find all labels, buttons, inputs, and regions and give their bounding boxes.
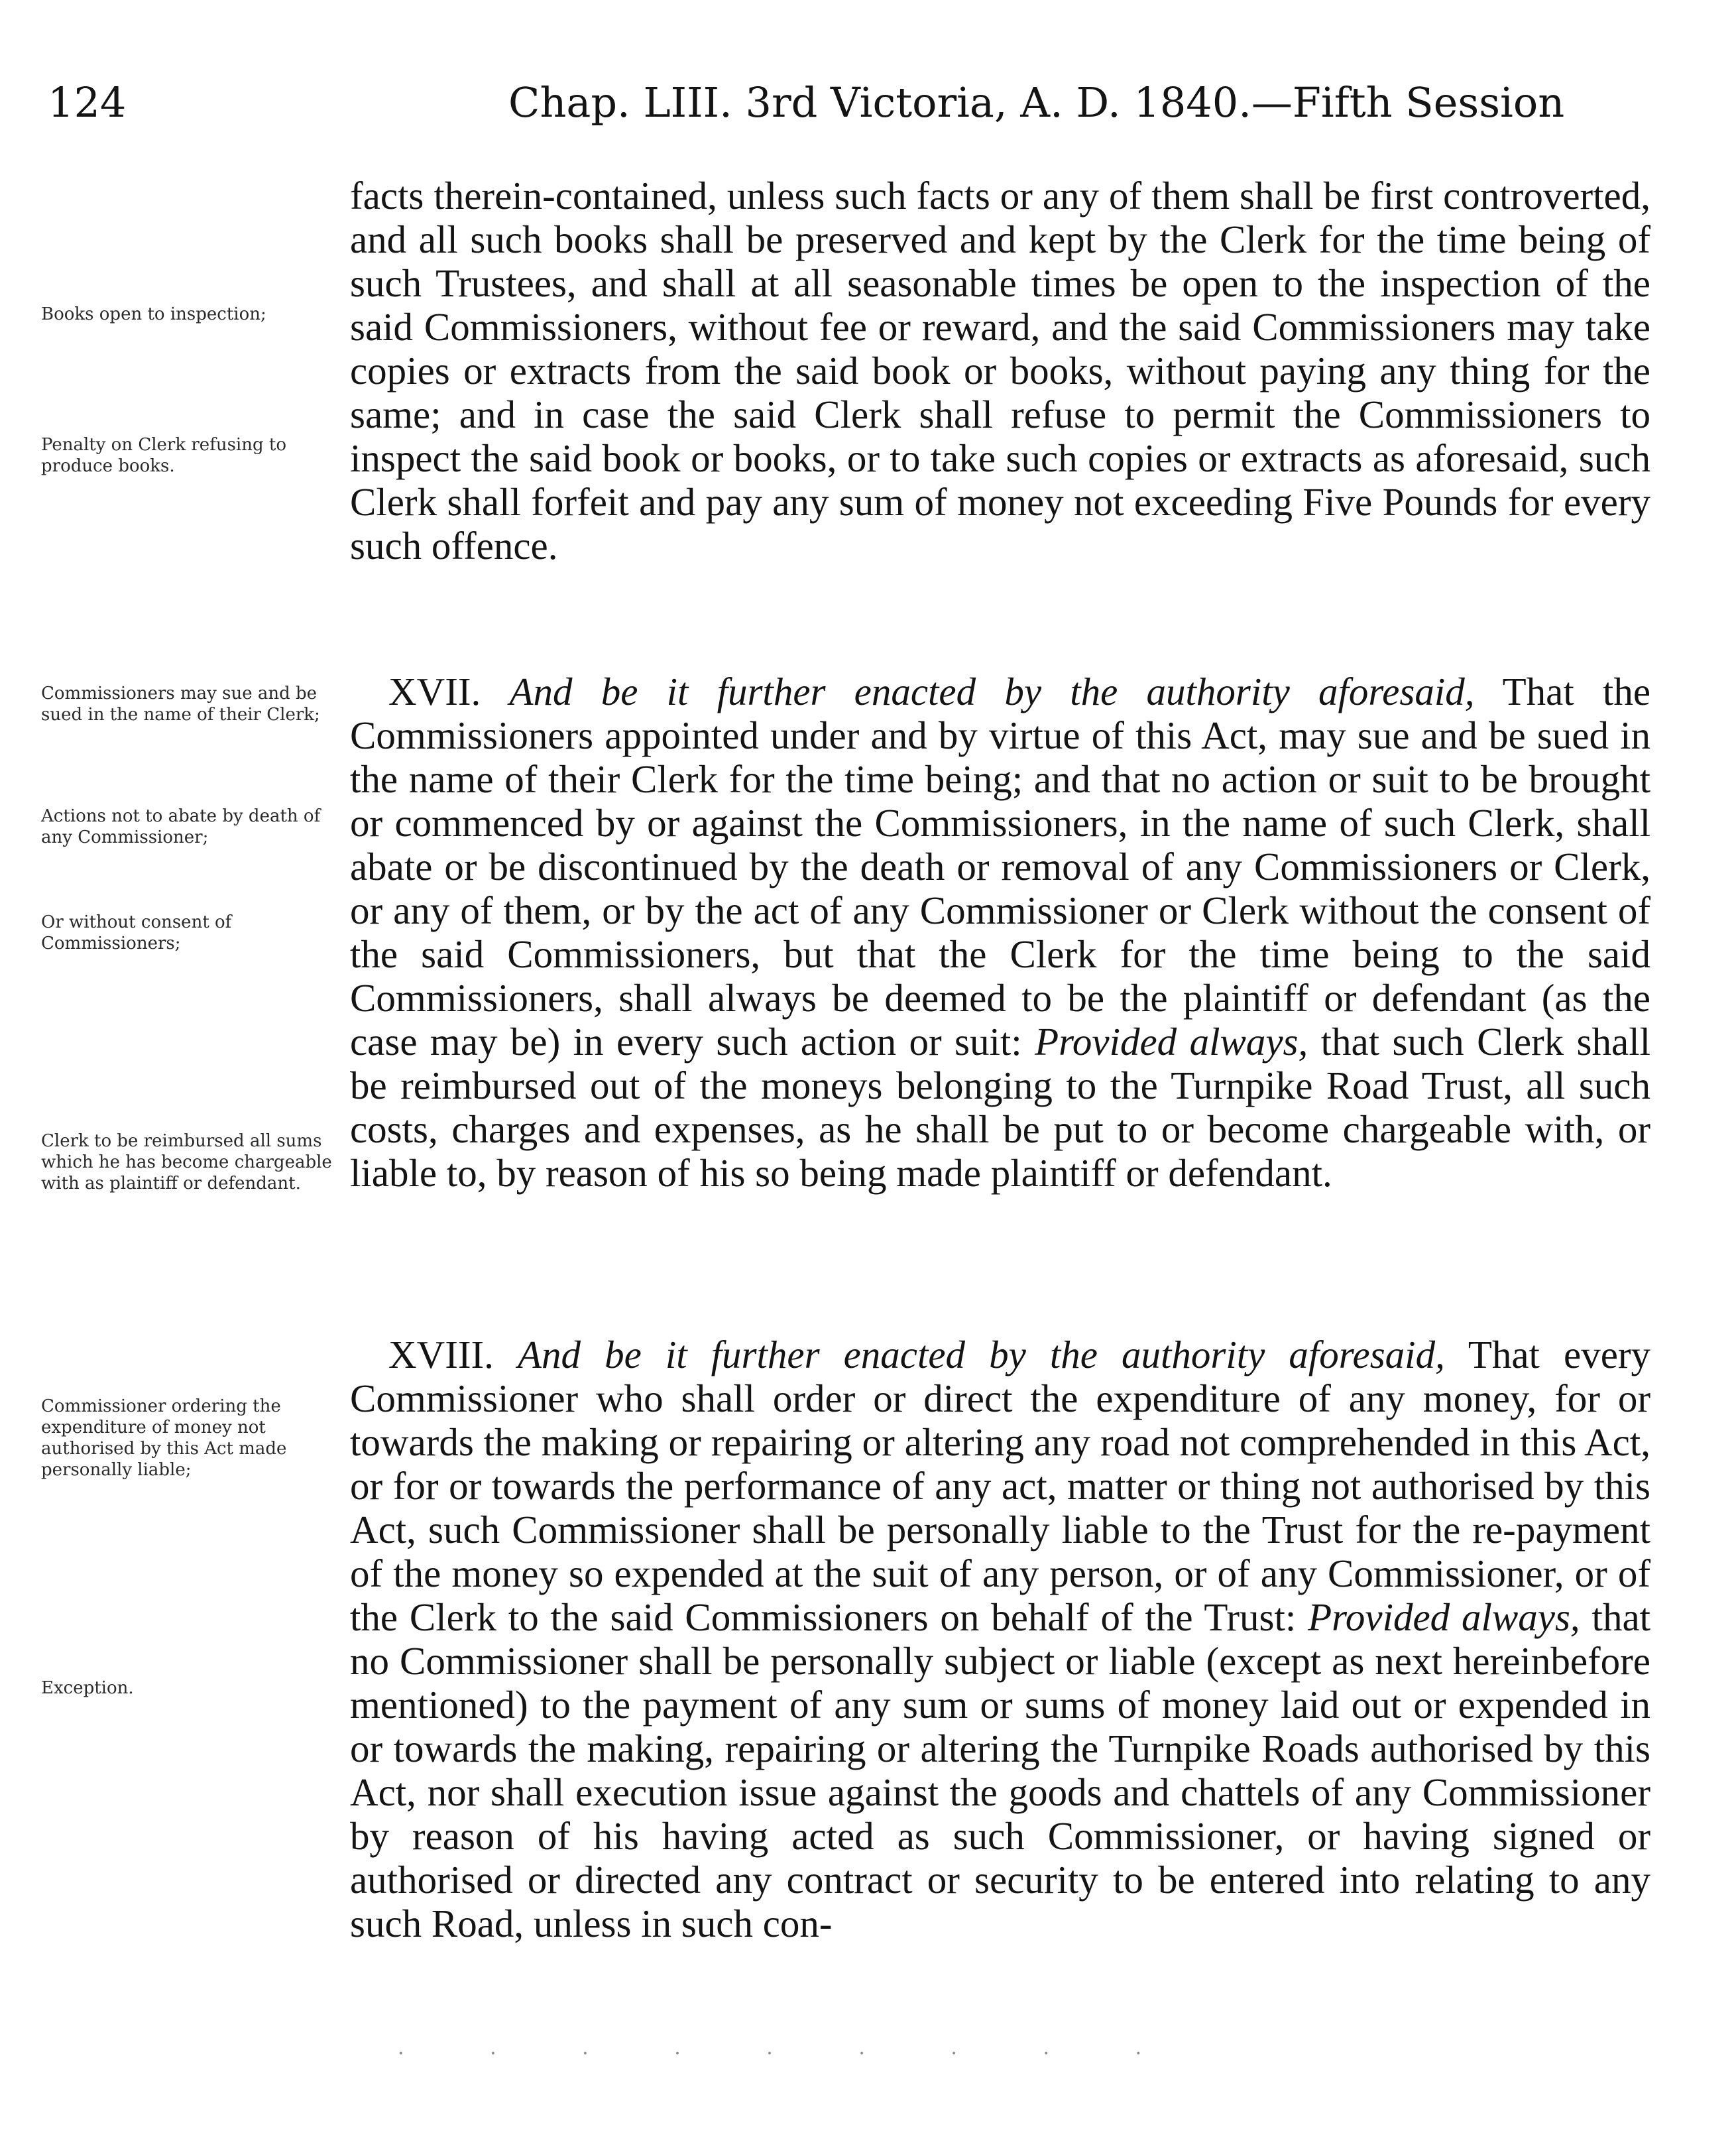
margin-note-commissioner-ordering: Commissioner ordering the expenditure of money not authorised by this Act made personally liable; (41, 1396, 287, 1480)
enacting-clause: And be it further enacted by the authority aforesaid, (517, 1333, 1445, 1376)
section-text-continued: that no Commissioner shall be personally subject or liable (except as next hereinbefore mentioned) to the payment of any sum or sums of money laid out or expended in or towards the making, repairing or altering the Turnpike Roads authorised by this Act, nor shall execution issue against the goods and chattels of any Commissioner by reason of his having acted as such Commissioner, or having signed or authorised or directed any contract or security to be entered into relating to any such Road, unless in such con- (350, 1595, 1651, 1945)
section-xvii (350, 670, 1650, 1195)
margin-note-books-open: Books open to inspection; (41, 304, 266, 324)
page-number: 124 (48, 78, 127, 127)
section-xviii (350, 1333, 1650, 1945)
section-text-continued: that such Clerk shall be reimbursed out of the moneys belonging to the Turnpike Road Trust, all such costs, charges and expenses, as he shall be put to or become chargeable with, or liable to, by reason of his so being made plaintiff or defendant. (350, 1020, 1650, 1195)
margin-note-without-consent: Or without consent of Commissioners; (41, 912, 232, 953)
page-header (48, 78, 1565, 138)
scan-specks: · · · · · · · · · (398, 2042, 1182, 2065)
section-text: That every Commissioner who shall order or direct the expenditure of any money, for or towards the making or repairing or altering any road not comprehended in this Act, or for or towards the performance of any act, matter or thing not authorised by this Act, such Commissioner shall be personally liable to the Trust for the re-payment of the money so expended at the suit of any person, or of any Commissioner, or of the Clerk to the said Commissioners on behalf of the Trust: (350, 1333, 1651, 1639)
margin-note-clerk-reimbursed: Clerk to be reimbursed all sums which he has become chargeable with as plaintiff or defendant. (41, 1131, 332, 1193)
enacting-clause: And be it further enacted by the authority aforesaid, (509, 670, 1475, 713)
margin-note-exception: Exception. (41, 1678, 134, 1698)
proviso-clause: Provided always, (1308, 1595, 1580, 1639)
margin-note-commissioners-sue: Commissioners may sue and be sued in the name of their Clerk; (41, 684, 320, 725)
proviso-clause: Provided always, (1035, 1020, 1308, 1064)
margin-note-penalty-clerk: Penalty on Clerk refusing to produce books. (41, 435, 286, 476)
paragraph-text: facts therein-contained, unless such facts or any of them shall be first controverted, and all such books shall be preserved and kept by the Clerk for the time being of such Trustees, and shall at all seasonable times be open to the inspection of the said Commissioners, without fee or reward, and the said Commissioners may take copies or extracts from the said book or books, without paying any thing for the same; and in case the said Clerk shall refuse to permit the Commissioners to inspect the said book or books, or to take such copies or extracts as aforesaid, such Clerk shall forfeit and pay any sum of money not exceeding Five Pounds for every such offence. (350, 174, 1650, 568)
section-number: XVIII. (388, 1333, 494, 1376)
section-text: That the Commissioners appointed under and by virtue of this Act, may sue and be sued in the name of their Clerk for the time being; and that no action or suit to be brought or commenced by or against the Commissioners, in the name of such Clerk, shall abate or be discontinued by the death or removal of any Commissioners or Clerk, or any of them, or by the act of any Commissioner or Clerk without the consent of the said Commissioners, but that the Clerk for the time being to the said Commissioners, shall always be deemed to be the plaintiff or defendant (as the case may be) in every such action or suit: (350, 670, 1651, 1064)
section-number: XVII. (388, 670, 481, 713)
margin-note-actions-abate: Actions not to abate by death of any Commissioner; (41, 806, 321, 847)
running-head: Chap. LIII. 3rd Victoria, A. D. 1840.—Fifth Session (508, 78, 1565, 127)
paragraph-books-inspection (350, 174, 1650, 568)
